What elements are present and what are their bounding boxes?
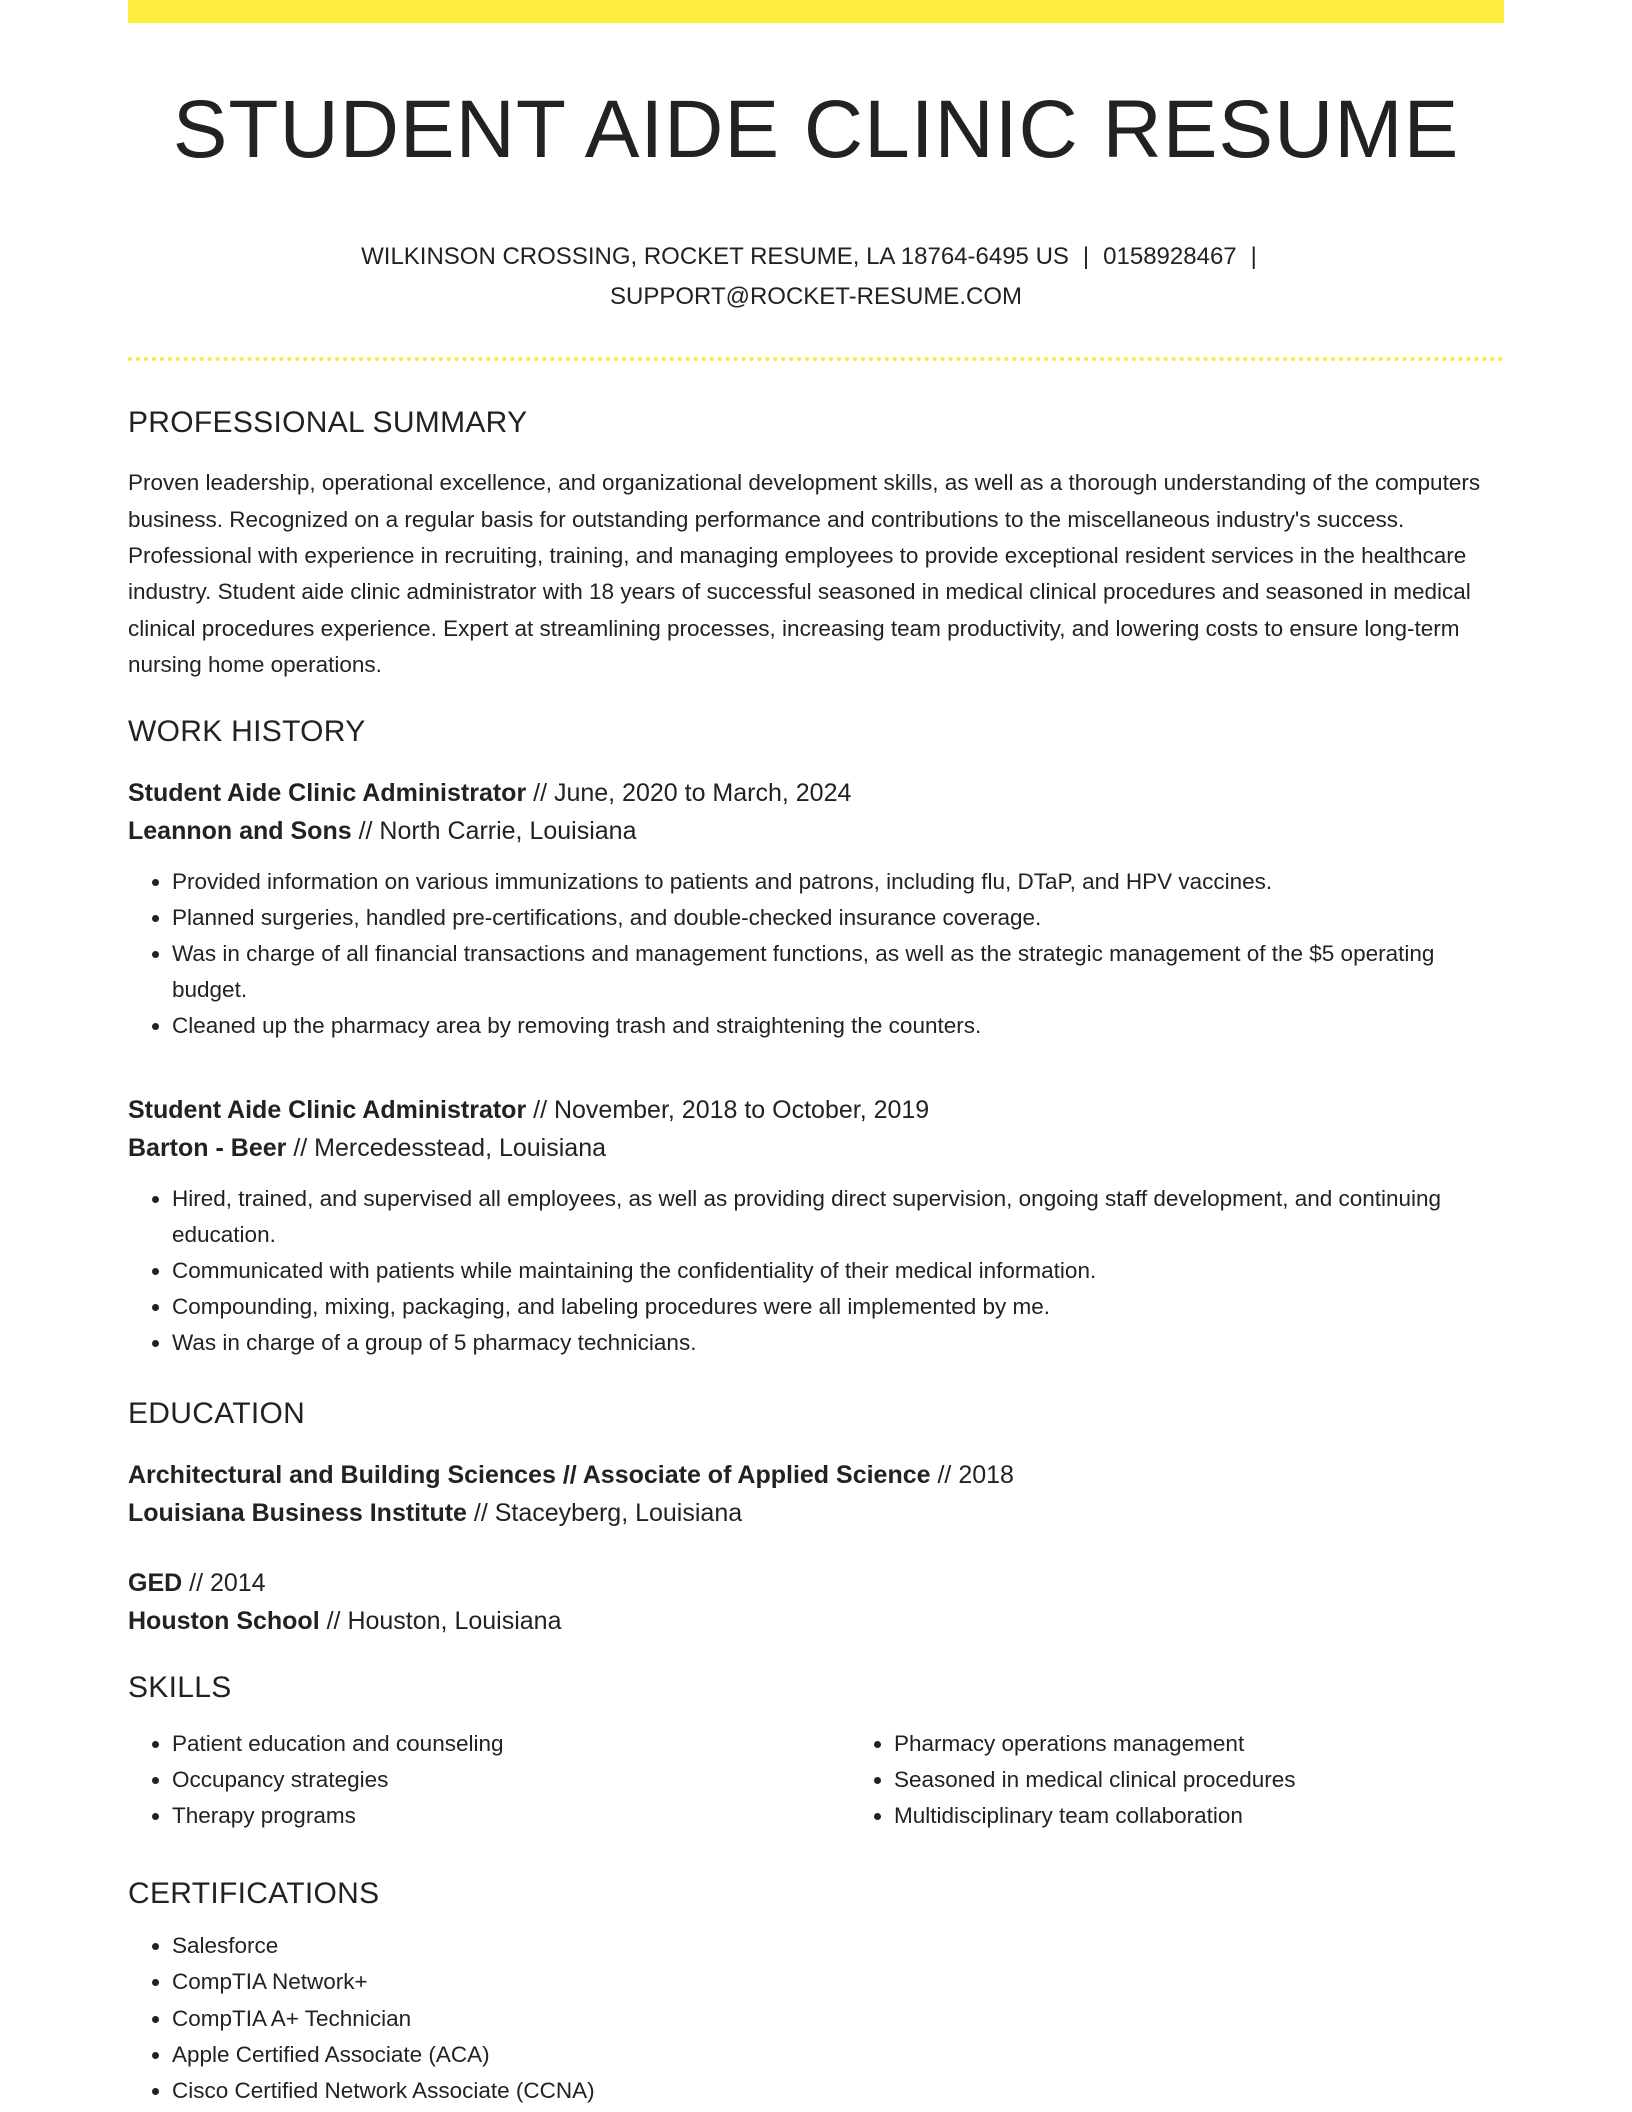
list-item: • Occupancy strategies: [172, 1762, 850, 1798]
contact-separator: |: [1082, 243, 1090, 271]
accent-bar: [128, 0, 1504, 23]
education-year: // 2014: [182, 1568, 266, 1597]
job-dates: // June, 2020 to March, 2024: [526, 778, 852, 807]
list-item: • Cleaned up the pharmacy area by removing trash and straightening the counters.: [172, 1008, 1504, 1044]
education-entry: [128, 1564, 1504, 1640]
job-dates: // November, 2018 to October, 2019: [526, 1095, 930, 1124]
list-item: • Apple Certified Associate (ACA): [172, 2037, 1504, 2073]
education-heading: EDUCATION: [128, 1396, 306, 1430]
job-role: Student Aide Clinic Administrator: [128, 1095, 527, 1124]
skills-grid: [128, 1726, 1504, 1835]
list-item: • Pharmacy operations management: [894, 1726, 1504, 1762]
education-school: Houston School: [128, 1606, 320, 1635]
list-item: • Multidisciplinary team collaboration: [894, 1798, 1504, 1834]
education-degree: GED: [128, 1568, 183, 1597]
education-school: Louisiana Business Institute: [128, 1498, 467, 1527]
contact-email: SUPPORT@ROCKET-RESUME.COM: [610, 283, 1022, 311]
resume-page: [128, 0, 1504, 2109]
list-item: • Salesforce: [172, 1928, 1504, 1964]
job-header: [128, 774, 1504, 850]
skills-right-column: [850, 1726, 1504, 1835]
education-year: // 2018: [930, 1460, 1014, 1489]
list-item: • CompTIA A+ Technician: [172, 2001, 1504, 2037]
certifications-heading: CERTIFICATIONS: [128, 1877, 380, 1911]
job-header: [128, 1091, 1504, 1167]
contact-phone: 0158928467: [1103, 243, 1237, 271]
list-item: • Communicated with patients while maintaining the confidentiality of their medical information.: [172, 1253, 1504, 1289]
job-location: // North Carrie, Louisiana: [351, 816, 637, 845]
list-item: • Patient education and counseling: [172, 1726, 850, 1762]
skills-heading: SKILLS: [128, 1670, 232, 1704]
summary-text: Proven leadership, operational excellence, and organizational development skills, as well as a thorough understanding of the computers business. Recognized on a regular basis for outstanding performance and contributions to the miscellaneous industry's success. Professional with experience in recruiting, training, and managing employees to provide exceptional resident services in the healthcare industry. Student aide clinic administrator with 18 years of successful seasoned in medical clinical procedures and seasoned in medical clinical procedures experience. Expert at streamlining processes, increasing team productivity, and lowering costs to ensure long-term nursing home operations.: [128, 470, 1481, 678]
list-item: • Compounding, mixing, packaging, and labeling procedures were all implemented by me.: [172, 1289, 1504, 1325]
contact-info: [128, 237, 1504, 317]
list-item: • Was in charge of all financial transactions and management functions, as well as the strategic management of the $5 operating budget.: [172, 936, 1504, 1008]
education-location: // Staceyberg, Louisiana: [466, 1498, 743, 1527]
list-item: • CompTIA Network+: [172, 1964, 1504, 2000]
job-company: Barton - Beer: [128, 1133, 287, 1162]
list-item: • Was in charge of a group of 5 pharmacy technicians.: [172, 1325, 1504, 1361]
dotted-divider: [128, 357, 1504, 361]
list-item: • Provided information on various immunizations to patients and patrons, including flu, DTaP, and HPV vaccines.: [172, 864, 1504, 900]
education-entry: [128, 1456, 1504, 1532]
resume-title: STUDENT AIDE CLINIC RESUME: [172, 84, 1460, 175]
list-item: • Cisco Certified Network Associate (CCNA): [172, 2073, 1504, 2109]
list-item: • Planned surgeries, handled pre-certifications, and double-checked insurance coverage.: [172, 900, 1504, 936]
job-role: Student Aide Clinic Administrator: [128, 778, 527, 807]
job-location: // Mercedesstead, Louisiana: [286, 1133, 607, 1162]
contact-separator: |: [1250, 243, 1257, 271]
list-item: • Seasoned in medical clinical procedures: [894, 1762, 1504, 1798]
education-degree: Architectural and Building Sciences // Associate of Applied Science: [128, 1460, 931, 1489]
job-bullets: [128, 864, 1504, 1045]
summary-heading: PROFESSIONAL SUMMARY: [128, 406, 528, 440]
job-bullets: [128, 1181, 1504, 1362]
job-company: Leannon and Sons: [128, 816, 352, 845]
list-item: • Hired, trained, and supervised all employees, as well as providing direct supervision, ongoing staff development, and continuing education.: [172, 1181, 1504, 1253]
work-history-heading: WORK HISTORY: [128, 714, 366, 748]
certifications-list: [128, 1928, 1504, 2109]
list-item: • Therapy programs: [172, 1798, 850, 1834]
skills-left-column: [128, 1726, 850, 1835]
education-location: // Houston, Louisiana: [319, 1606, 562, 1635]
contact-address: WILKINSON CROSSING, ROCKET RESUME, LA 18764-6495 US: [361, 243, 1069, 271]
